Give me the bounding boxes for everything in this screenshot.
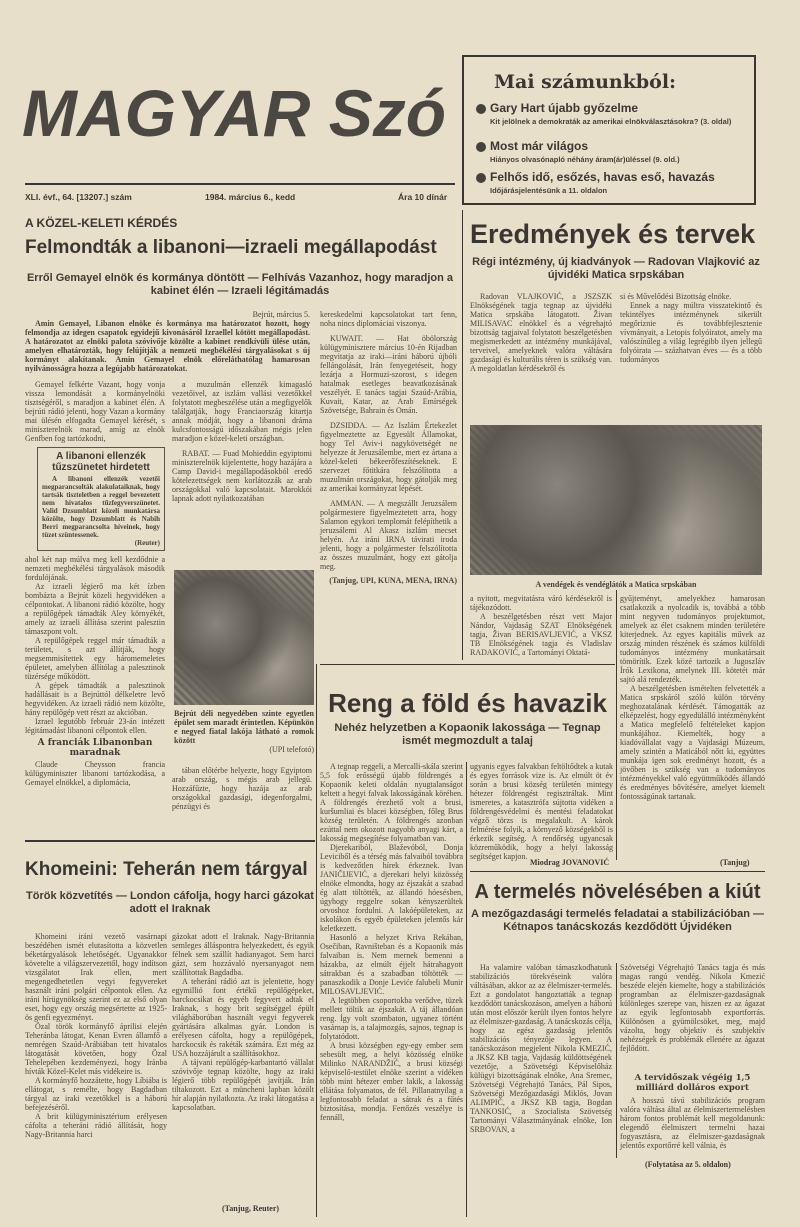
photo-matica-meeting bbox=[470, 425, 762, 575]
contents-summary: Időjárásjelentésünk a 11. oldalon bbox=[490, 186, 608, 195]
contents-headline: Felhős idő, esőzés, havas eső, havazás bbox=[490, 170, 715, 184]
lead-paragraph: Amin Gemayel, Libanon elnöke és kormánya ma határozatot hozott, hogy felmondja az idegen csapatok egyidejű kivonásáról Izraellel kötött megállapodást. A határozatot az elnöki palota szóvivője közölte a kabinet rendkívüli ülése után, amelyen elhatározták, hogy felújítják a nemzeti megbékélési tárgyalásokat s új kormányt alakítanak. Amin Gemayel elnök előreláthatólag hamarosan nyilvánosságra hozza a legújabb határozatokat. bbox=[25, 319, 310, 373]
paragraph: ugyanis egyes falvakban feltöltődtek a kutak és egyes források vize is. Az elmúlt öt év során a brusi község területén mintegy hétezer földrengést regisztráltak. Mint ismeretes, a katasztrófa sújtotta vidéken a földrengésvédelmi és mentési feladatokat végző törzs is megalakult. A károk felmérése folyik, a környező községekből is érkezik segítség. A rendőrség ugyancsak közreműködik, hogy a helyi lakosság segítséget kapjon. bbox=[470, 762, 613, 861]
paragraph: A legtöbben csoportokba verődve, tüzek mellett töltik az éjszakát. A táj állandóan reng. Így volt szombaton, ugyanez történt vasárnap is, a talajmozgás, sajnos, tegnap is folytatódott. bbox=[320, 996, 463, 1041]
masthead-rule bbox=[25, 183, 455, 185]
article-lead bbox=[25, 310, 310, 376]
article-subhead: Török közvetítés — London cáfolja, hogy harci gázokat adott el Iraknak bbox=[26, 890, 314, 915]
dateline: Bejrút, március 5. bbox=[252, 310, 310, 319]
column-divider bbox=[616, 963, 617, 1158]
paragraph: RABAT. — Fuad Mohieddin egyiptomi miniszterelnök kijelentette, hogy hazájára a Camp David-i megállapodásokból eredő kötelezettségek nem korlátozzák az arab országokkal való kapcsolatait. Marokkói lapnak adott nyilatkozatában bbox=[172, 449, 312, 503]
text-column bbox=[320, 310, 457, 585]
contents-title: Mai számunkból: bbox=[494, 71, 677, 93]
column-divider bbox=[462, 210, 463, 660]
source: (Reuter) bbox=[134, 539, 160, 547]
sidebox bbox=[37, 447, 165, 551]
article-headline: Eredmények és tervek bbox=[470, 219, 756, 249]
contents-headline: Gary Hart újabb győzelme bbox=[490, 101, 639, 115]
text-column bbox=[25, 932, 167, 1217]
bullet-icon bbox=[476, 142, 486, 152]
paragraph: Radovan VLAJKOVIĆ, a JSZSZK Elnökségének tagja tegnap az újvidéki Matica srpskába látogatott. Živan MILISAVAC elnökkel és a végrehajtó bizottság tagjaival folytatott beszélgetésben megismerkedett az intézmény munkájával, terveivel, amelyeknek valóra váltására gazdasági és kulturális téren is szükség van. A megoldatlan kérdésekről és bbox=[470, 292, 612, 373]
text-column bbox=[620, 594, 765, 854]
bullet-icon bbox=[476, 104, 486, 114]
contents-headline: Most már világos bbox=[490, 139, 589, 153]
divider bbox=[470, 871, 765, 872]
text-column bbox=[470, 963, 612, 1217]
continued-note[interactable]: (Folytatása az 5. oldalon) bbox=[645, 1160, 731, 1169]
sidebox-title: A libanoni ellenzék tűzszünetet hirdetett bbox=[52, 451, 150, 473]
column-divider bbox=[616, 590, 617, 860]
author: Miodrag JOVANOVIĆ bbox=[530, 858, 610, 867]
paragraph: A beszélgetésben ismételten felvetették a Matica srpskáról szóló külön törvény meghozatalának kérdését. Támogatták az elképzelést, hogy egyedülálló intézményként a Matica megfelelő feltételeket kapjon munkájához. Kiemelték, hogy a kiadóvállalat vagy a Vajdasági Múzeum, amely szintén a Maticából nőtt ki, együttes munkája igen sok eredményt hozott, és a jövőben is szükség van a tudományos intézményekkel való együttműködés állandó és eredményes bővítésére, amelyet kiemelt fontosságúnak tartanak. bbox=[620, 684, 765, 801]
text-column bbox=[172, 766, 312, 834]
paragraph: A repülőgépek reggel már támadták a területet, s azt állítják, hogy megsemmisítettek egy háromemeletes épületet, amelyben állítólag a palesztinok tüzérsége működött. bbox=[25, 636, 165, 681]
section-subhead: A tervidőszak végéig 1,5 milliárd dolláros export bbox=[634, 1073, 751, 1093]
paragraph: A tájvani repülőgép-karbantartó vállalat szóvivője tegnap közölte, hogy az iraki légierő több repülőgépét javítják. Irán tiltakozott. Ezt a müncheni lapban közölt hír alapján nyilatkozta. Az iraki látogatása a kapcsolatban. bbox=[172, 1058, 314, 1112]
issue-price: Ára 10 dínár bbox=[398, 192, 448, 202]
paragraph: AMMAN. — A megszállt Jeruzsálem polgármestere figyelmeztetett arra, hogy Salamon egykori templomát felépíthetik a jeruzsálemi Al Akasz iszlám mecset helyén. Az iráni IRNA távirati iroda jelenti, hogy a polgármester felszólította az összes muzulmánt, hogy ezt gátolja meg. bbox=[320, 499, 457, 571]
paragraph: a muzulmán ellenzék kimagasló vezetőivel, az iszlám vallási vezetőkkel folytatott megbeszélése után a megfigyelők találgatják, hogy Franciaország kitartja annak módját, hogy a libanoni dráma kulcsfontosságú időszakában mégis jelen maradjon e közel-keleti országban. bbox=[172, 380, 312, 443]
paragraph: DZSIDDA. — Az Iszlám Értekezlet figyelmeztette az Egyesült Államokat, hogy Tel Aviv-i nagykövetségét ne helyezze át Jeruzsálembe, mert ez ártana a közel-keleti békeerőfeszítéseknek. E szervezet főtitkára felszólította a muzulmán országokat, hogy gátolják meg az amerikai kormányzat lépését. bbox=[320, 421, 457, 493]
paragraph: Ha valamire valóban támaszkodhatunk stabilizációs törekvéseink valóra váltásában, akkor az az élelmiszer-termelés. Ezt a gondolatot hangoztatták a tegnap kezdődött tanácskozáson, amelyen a háború után most először került ilyen fontos helyre az élelmiszer-gazdaság. A tanácskozás célja, hogy az egész gazdaság jelentős stabilizációs tényezője legyen. A tanácskozáson megjelent Nikola KMEZIĆ, a JKSZ KB tagja, Vajdaság küldöttségének vezetője, a Szövetségi Képviselőház külügyi bizottságának elnöke, Ana Sremec, Szövetségi Végrehajtó Tanács, Pál Sipos, Szövetségi Mezőgazdasági Miklós, Jovan ALIMPIĆ, a JKSZ KB tagja, Bogdan TANKOSIĆ, a Szocialista Szövetség Tartományi Választmányának elnöke, Ion SRBOVAN, a bbox=[470, 963, 612, 1134]
contents-summary: Hiányos olvasónapló néhány áram(ár)üléssel (9. old.) bbox=[490, 155, 680, 164]
article-headline: Felmondták a libanoni—izraeli megállapodást bbox=[25, 237, 437, 258]
todays-contents-box bbox=[462, 55, 756, 205]
paragraph: kereskedelmi kapcsolatokat tart fenn, noha nincs diplomáciai viszonya. bbox=[320, 310, 457, 328]
sidebox-text bbox=[42, 475, 160, 547]
text-column bbox=[470, 762, 613, 861]
masthead-logo: MAGYAR Szó bbox=[22, 76, 447, 150]
paragraph: A teheráni rádió azt is jelentette, hogy egymillió font értékű repülőgépeket, harckocsikat és egyéb fegyvert adtak el Iraknak, s hogy brit segítséggel épült világháborúban használt vegyi fegyverek gyártására alkalmas gyár. London is erélyesen cáfolta, hogy a repülőgépek, harckocsik és rakéták számára. Ezt még az USA hozzájárult a szállításokhoz. bbox=[172, 977, 314, 1058]
bullet-icon bbox=[476, 173, 486, 183]
photo-source: (UPI telefotó) bbox=[269, 745, 314, 754]
divider bbox=[25, 840, 315, 842]
contents-summary: Kit jelölnek a demokraták az amerikai elnökválasztásokra? (3. oldal) bbox=[490, 117, 732, 126]
paragraph: A tegnap reggeli, a Mercalli-skála szerint 5,5 fok erősségű újabb földrengés a Kopaonik keleti oldalán nyugtalanságot keltett a hegyi falvak lakosságának körében. A földrengés érezhető volt a brusi, kuršumliai és blacei községben, főleg Brus község területén. A földrengés azonban ezúttal nem okozott nagyobb anyagi kárt, a lakosság megsegítése folyamatban van. bbox=[320, 762, 463, 843]
paragraph: a nyitott, megvitatásra váró kérdésekről is tájékozódott. bbox=[470, 594, 612, 612]
paragraph: KUWAIT. — Hat öbölország külügyminisztere március 10-én Rijadban megvitatja az iraki—iráni háború újbóli fellángolását, Irán fenyegetéseit, hogy lezárja a Hormuzi-szorost, s idegen hatalmak esetleges beavatkozásának veszélyét. E tanács tagjai Szaúd-Arábia, Kuvait, Katar, az Arab Emírségek Szövetsége, Bahrain és Omán. bbox=[320, 334, 457, 415]
article-headline: Khomeini: Teherán nem tárgyal bbox=[25, 859, 308, 880]
column-divider bbox=[466, 762, 467, 1217]
text-column bbox=[620, 1096, 765, 1154]
photo-caption bbox=[174, 709, 314, 754]
paragraph: A kormányfő hozzátette, hogy Líbiába is ellátogat, s remélte, hogy Bagdadban tárgyal az iraki vezetőkkel is a háború befejezéséről. bbox=[25, 1076, 167, 1112]
text-column bbox=[470, 292, 612, 420]
paragraph: Az izraeli légierő ma két ízben bombázta a Bejrút közeli hegyvidéken a célpontokat. A libanoni rádió közölte, hogy a repülőgépek támadták Aley környékét, amely az izraeli állítása szerint palesztin támaszpont volt. bbox=[25, 582, 165, 636]
text-column bbox=[320, 762, 463, 1217]
column-divider bbox=[316, 664, 317, 1217]
article-subhead: Erről Gemayel elnök és kormánya döntött — Felhívás Vazanhoz, hogy maradjon a kabinet élén — Izraeli légitámadás bbox=[26, 272, 454, 297]
paragraph: Hasonló a helyzet Kriva Rekában, Osečiban, Ravništeban és a Kopaonik más falvaiban is. Nem mernek bemenni a házakba, az elmúlt éjjelt hátrahagyott sátrakban és a szabadban töltötték — panaszkodik a Donje Leviće falubeli Munir MILOSAVLJEVIĆ. bbox=[320, 933, 463, 996]
paragraph: Gemayel felkérte Vazant, hogy vonja vissza lemondását a kormányelnöki tisztségéről, s maradjon a kabinet élén. A bejrúti rádió jelenti, hogy Vazan a kormány mai ülésén elfogadta Gemayel kérését, s miniszterelnök marad, amíg az elnök Genfben fog tartózkodni, bbox=[25, 380, 165, 443]
paragraph: A beszélgetésben részt vett Major Nándor, Vajdaság SZAT Elnökségének tagja, Živan BERISAVLJEVIĆ, a VKSZ TB Elnökségének tagja és Vladislav RADAKOVIĆ, a Tartományi Oktatá- bbox=[470, 612, 612, 657]
source: (Tanjug) bbox=[720, 858, 750, 867]
paragraph: tában előtérbe helyezte, hogy Egyiptom arab ország, s mégis arab jellegű. Hozzáfűzte, hogy hazája az arab országokkal gazdasági, idegenforgalmi, pénzügyi és bbox=[172, 766, 312, 811]
paragraph: A brusi községben egy-egy ember sem sebesült meg, a helyi közösség elnöke Milinko NARANDŽIĆ, a brusi községi képviselő-testület elnöke szerint a vidéken több mint hétezer ember lakik, a lakosság ellátása folyamatos, de fél. Pillanatnyilag a legfontosabb feladat a sátrak és a fűtés biztosítása, mondja. Fertőzés veszélye is fennáll, bbox=[320, 1041, 463, 1122]
text-column bbox=[172, 380, 312, 566]
paragraph: Ennek a nagy múltra visszatekintő és tekintélyes intézménynek sikerült megőriznie és továbbfejlesztenie vívmányait, a Letopis folyóiratot, amely ma valószínűleg a világ legrégibb ilyen jellegű folyóirata — százhatvan éves — és a több tudományos bbox=[620, 301, 762, 364]
article-subhead: Nehéz helyzetben a Kopaonik lakossága — Tegnap ismét megmozdult a talaj bbox=[334, 722, 601, 747]
issue-number: XLI. évf., 64. [13207.] szám bbox=[25, 192, 132, 202]
issue-date: 1984. március 6., kedd bbox=[205, 192, 296, 202]
paragraph: Khomeini iráni vezető vasárnapi beszédében ismét elutasította a közvetlen béketárgyalások lehetőségét. Ugyanakkor követelte a világszervezettől, hogy indítson vizsgálatot Irak ellen, mert megengedhetetlen vegyi fegyvereket használt iráni polgári célpontok ellen. Az iráni hírügynökség szerint ez az első olyan eset, hogy egy ország megsértette az 1925-ös genfi egyezményt. bbox=[25, 932, 167, 1022]
text-column bbox=[172, 932, 314, 1200]
divider bbox=[320, 664, 615, 665]
source: (Tanjug, Reuter) bbox=[222, 1204, 280, 1213]
paragraph: Izrael legutóbb február 23-án intézett légitámadást libanoni célpontok ellen. bbox=[25, 717, 165, 735]
section-subhead: A franciák Libanonban maradnak bbox=[37, 738, 153, 758]
source: (Tanjug, UPI, KUNA, MENA, IRNA) bbox=[329, 576, 457, 585]
text-column bbox=[470, 594, 612, 656]
paragraph: gázokat adott el Iraknak. Nagy-Britannia semleges álláspontra helyezkedett, és egyik félnek sem szállít hadianyagot. Sem harci gázt, sem hozzávaló nyersanyagot nem szállítottak Bagdadba. bbox=[172, 932, 314, 977]
text-column bbox=[620, 963, 765, 1071]
paragraph: si és Művelődési Bizottság elnöke. bbox=[620, 292, 732, 301]
paragraph: A gépek támadták a palesztinok hadállásait is a Bejrúttól délkeletre levő hegyvidéken. Az izraeli rádió nem közölte, hány repülőgép vett részt az akcióban. bbox=[25, 681, 165, 717]
paragraph: gyűjteményt, amelyekhez hamarosan csatlakozik a nyolcadik is, továbbá a több mint negyven tudományos projektumot, amelyek az élet csaknem minden területére kiterjednek. Az egyes kapitális művek az ország minden részének és számos külföldi tudományos intézmény munkatársait tömörítik. Ezek közé tartozik a Jugoszláv Írók Lexikona, amelynek III. kötetét már sajtó alá rendezték. bbox=[620, 594, 765, 684]
text-column bbox=[25, 380, 165, 787]
paragraph: Claude Cheysson francia külügyminiszter libanoni tartózkodása, a Gemayel elnökkel, a diplomácia, bbox=[25, 760, 165, 787]
photo-caption: A vendégek és vendéglátók a Matica srpskában bbox=[535, 580, 697, 589]
photo-beirut-ruins bbox=[174, 570, 314, 705]
article-subhead: Régi intézmény, új kiadványok — Radovan Vlajković az újvidéki Matica srpskában bbox=[472, 256, 760, 281]
text-column bbox=[620, 292, 762, 420]
paragraph: A hosszú távú stabilizációs program valóra váltása által az élelmiszertermelésben három fontos problémát kell megoldanunk: elegendő élelmiszert termelni hazai fogyasztásra, az élelmiszer-gazdaságnak jelentős exportőrré kell válnia, és bbox=[620, 1096, 765, 1150]
article-headline: A termelés növelésében a kiút bbox=[474, 881, 761, 903]
caption-text: Bejrút déli negyedében szinte egyetlen épület sem maradt érintetlen. Képünkön e negyed fiatal lakója látható a romok között bbox=[174, 709, 314, 745]
article-headline: Reng a föld és havazik bbox=[328, 688, 607, 718]
paragraph: A libanoni ellenzék vezetői megparancsolták alakulataiknak, hogy tartsák tiszteletben a reggel bevezetett nem hivatalos tűzfegyverszünetet. Valid Dzsumblatt közeli munkatársa közölte, hogy Dzsumblatt és Nabih Berri megparancsolta híveinek, hogy tüzet szüntessenek. bbox=[42, 475, 160, 539]
paragraph: Szövetségi Végrehajtó Tanács tagja és más magas rangú vendég. Nikola Kmezić beszéde elején kiemelte, hogy a stabilizációs programban az élelmiszer-gazdaságnak különleges szerepe van, hiszen ez az ágazat az egyik legfontosabb exportforrás. Különösen a gyümölcsöket, meg, majd vázolta, hogy objektív és szubjektív nehézségek és problémák ellenére az ágazat fejlődött. bbox=[620, 963, 765, 1053]
article-kicker: A KÖZEL-KELETI KÉRDÉS bbox=[25, 216, 178, 230]
paragraph: Özal török kormányfő áprilisi elején Teheránba látogat, Kenan Evren államfő a nemrégen Szaúd-Arábiában tett hivatalos látogatását követően, hogy Özal Tehelepében kezdeményezi, hogy Iránba hívták Közel-Kelet más vidékeire is. bbox=[25, 1022, 167, 1076]
paragraph: A brit külügyminisztérium erélyesen cáfolta a teheráni rádió állítását, hogy Nagy-Britannia harci bbox=[25, 1112, 167, 1139]
paragraph: ahol két nap múlva meg kell kezdődnie a nemzeti megbékélési tárgyalások második fordulójának. bbox=[25, 555, 165, 582]
article-subhead: A mezőgazdasági termelés feladatai a stabilizációban — Kétnapos tanácskozás kezdődött Újvidéken bbox=[470, 908, 765, 933]
paragraph: Djerekariból, Blaževóból, Donja Leviciből és a térség más falvaiból továbbra is kedvezőtlen hírek érkeznek. Ivan JANIČIJEVIĆ, a djerekari helyi közösség elnöke elmondta, hogy az éjszakát a szabad ég alatt töltötték, az állandó hóesésben, úgyhogy reggelre sokan kényszerültek orvoshoz fordulni. A lakóépületeken, az iskolákon és egyéb épületeken jelentős kár keletkezett. bbox=[320, 843, 463, 933]
